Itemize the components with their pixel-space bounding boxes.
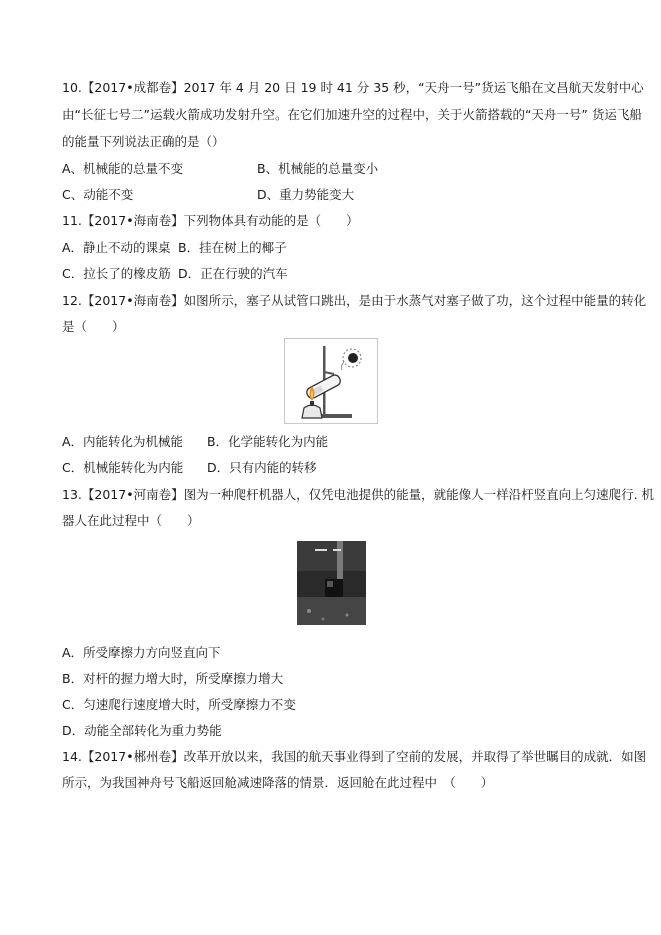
q13-option-b: B．对杆的握力增大时，所受摩擦力增大 [62,671,284,686]
pole-climbing-robot-photo [297,541,366,625]
q11-option-d: D．正在行驶的汽车 [178,266,288,281]
q10-option-d: D、重力势能变大 [257,187,355,202]
test-tube-stopper-figure [284,338,378,424]
q14-line-1: 14.【2017•郴州卷】改革开放以来，我国的航天事业得到了空前的发展，并取得了举世瞩目的成就．如图 [62,749,647,764]
q10-line-3: 的能量下列说法正确的是（） [62,134,225,149]
q10-option-a: A、机械能的总量不变 [62,161,184,176]
q10-line-2: 由“长征七号二”运载火箭成功发射升空。在它们加速升空的过程中，关于火箭搭载的“天舟一号” 货运飞船 [62,107,642,122]
q12-line-1: 12.【2017•海南卷】如图所示，塞子从试管口跳出，是由于水蒸气对塞子做了功，这个过程中能量的转化 [62,293,647,308]
q12-option-a: A．内能转化为机械能 [62,434,184,449]
q13-option-d: D．动能全部转化为重力势能 [62,723,222,738]
q13-line-2: 器人在此过程中（ ） [62,513,200,528]
q12-option-c: C．机械能转化为内能 [62,460,184,475]
q11-option-b: B．挂在树上的椰子 [178,240,287,255]
q12-option-b: B．化学能转化为内能 [207,434,329,449]
q10-option-b: B、机械能的总量变小 [257,161,379,176]
q10-line-1: 10.【2017•成都卷】2017 年 4 月 20 日 19 时 41 分 35 秒，“天舟一号”货运飞船在文昌航天发射中心 [62,80,644,95]
spirit-lamp [302,405,322,418]
q10-option-c: C、动能不变 [62,187,134,202]
stopper [348,353,358,363]
q12-option-d: D．只有内能的转移 [207,460,317,475]
q12-line-2: 是（ ） [62,319,125,334]
q13-line-1: 13.【2017•河南卷】图为一种爬杆机器人，仅凭电池提供的能量，就能像人一样沿杆竖直向上匀速爬行. 机 [62,487,655,502]
q13-option-a: A．所受摩擦力方向竖直向下 [62,645,221,660]
q13-option-c: C．匀速爬行速度增大时，所受摩擦力不变 [62,697,296,712]
q11-option-a: A．静止不动的课桌 [62,240,171,255]
q11-option-c: C．拉长了的橡皮筋 [62,266,171,281]
q14-line-2: 所示，为我国神舟号飞船返回舱减速降落的情景．返回舱在此过程中 （ ） [62,775,494,790]
q11-line-1: 11.【2017•海南卷】下列物体具有动能的是（ ） [62,213,359,228]
